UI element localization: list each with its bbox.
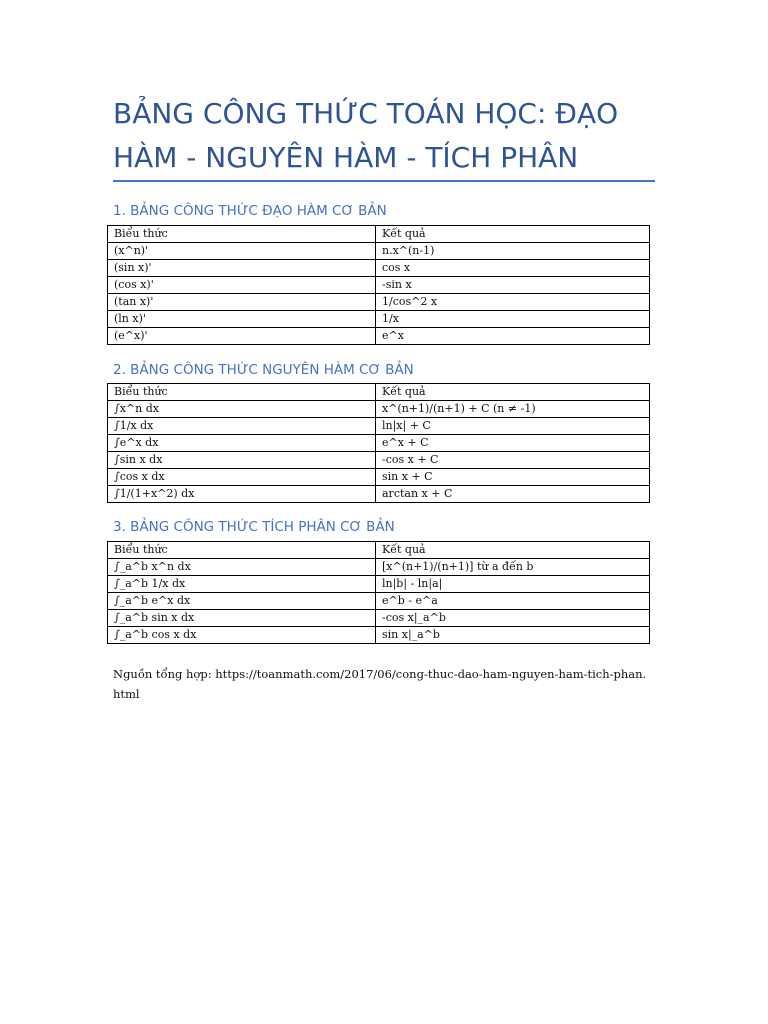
table-row xyxy=(108,401,650,418)
result-cell: 1/cos^2 x xyxy=(376,294,650,311)
derivatives-table xyxy=(107,225,650,345)
result-cell: ln|x| + C xyxy=(376,418,650,435)
table-row xyxy=(108,311,650,328)
result-cell: ln|b| - ln|a| xyxy=(376,576,650,593)
expression-cell: (cos x)' xyxy=(108,277,376,294)
table-row xyxy=(108,486,650,503)
expression-cell: (tan x)' xyxy=(108,294,376,311)
result-cell: sin x + C xyxy=(376,469,650,486)
table-row xyxy=(108,469,650,486)
result-cell: e^b - e^a xyxy=(376,593,650,610)
result-cell: 1/x xyxy=(376,311,650,328)
result-cell: x^(n+1)/(n+1) + C (n ≠ -1) xyxy=(376,401,650,418)
expression-cell: ∫x^n dx xyxy=(108,401,376,418)
expression-cell: (e^x)' xyxy=(108,328,376,345)
expression-cell: (ln x)' xyxy=(108,311,376,328)
result-cell: cos x xyxy=(376,260,650,277)
table-header-row xyxy=(108,542,650,559)
title-underline xyxy=(113,180,655,182)
expression-cell: ∫1/x dx xyxy=(108,418,376,435)
antiderivatives-table xyxy=(107,383,650,503)
column-header-result: Kết quả xyxy=(376,542,650,559)
expression-cell: ∫_a^b e^x dx xyxy=(108,593,376,610)
source-note: Nguồn tổng hợp: https://toanmath.com/2017/06/cong-thuc-dao-ham-nguyen-ham-tich-phan.html xyxy=(113,667,647,701)
table-row xyxy=(108,559,650,576)
expression-cell: ∫_a^b x^n dx xyxy=(108,559,376,576)
result-cell: -cos x|_a^b xyxy=(376,610,650,627)
table-header-row xyxy=(108,226,650,243)
table-row xyxy=(108,243,650,260)
table-row xyxy=(108,260,650,277)
table-row xyxy=(108,610,650,627)
table-row xyxy=(108,627,650,644)
result-cell: e^x + C xyxy=(376,435,650,452)
expression-cell: ∫1/(1+x^2) dx xyxy=(108,486,376,503)
table-row xyxy=(108,435,650,452)
section-heading-integrals: 3. BẢNG CÔNG THỨC TÍCH PHÂN CƠ BẢN xyxy=(113,519,395,535)
result-cell: arctan x + C xyxy=(376,486,650,503)
integrals-table xyxy=(107,541,650,644)
column-header-expression: Biểu thức xyxy=(108,384,376,401)
column-header-expression: Biểu thức xyxy=(108,542,376,559)
table-row xyxy=(108,418,650,435)
section-heading-antiderivatives: 2. BẢNG CÔNG THỨC NGUYÊN HÀM CƠ BẢN xyxy=(113,362,414,378)
result-cell: -cos x + C xyxy=(376,452,650,469)
result-cell: n.x^(n-1) xyxy=(376,243,650,260)
table-row xyxy=(108,328,650,345)
expression-cell: ∫sin x dx xyxy=(108,452,376,469)
section-heading-derivatives: 1. BẢNG CÔNG THỨC ĐẠO HÀM CƠ BẢN xyxy=(113,203,387,219)
document-title: BẢNG CÔNG THỨC TOÁN HỌC: ĐẠO HÀM - NGUYÊN HÀM - TÍCH PHÂN xyxy=(113,97,619,174)
result-cell: e^x xyxy=(376,328,650,345)
table-row xyxy=(108,277,650,294)
expression-cell: ∫cos x dx xyxy=(108,469,376,486)
expression-cell: ∫_a^b cos x dx xyxy=(108,627,376,644)
table-row xyxy=(108,452,650,469)
column-header-expression: Biểu thức xyxy=(108,226,376,243)
column-header-result: Kết quả xyxy=(376,384,650,401)
expression-cell: (sin x)' xyxy=(108,260,376,277)
table-row xyxy=(108,593,650,610)
column-header-result: Kết quả xyxy=(376,226,650,243)
result-cell: [x^(n+1)/(n+1)] từ a đến b xyxy=(376,559,650,576)
expression-cell: ∫e^x dx xyxy=(108,435,376,452)
expression-cell: (x^n)' xyxy=(108,243,376,260)
result-cell: sin x|_a^b xyxy=(376,627,650,644)
table-row xyxy=(108,294,650,311)
table-row xyxy=(108,576,650,593)
expression-cell: ∫_a^b sin x dx xyxy=(108,610,376,627)
table-header-row xyxy=(108,384,650,401)
expression-cell: ∫_a^b 1/x dx xyxy=(108,576,376,593)
result-cell: -sin x xyxy=(376,277,650,294)
